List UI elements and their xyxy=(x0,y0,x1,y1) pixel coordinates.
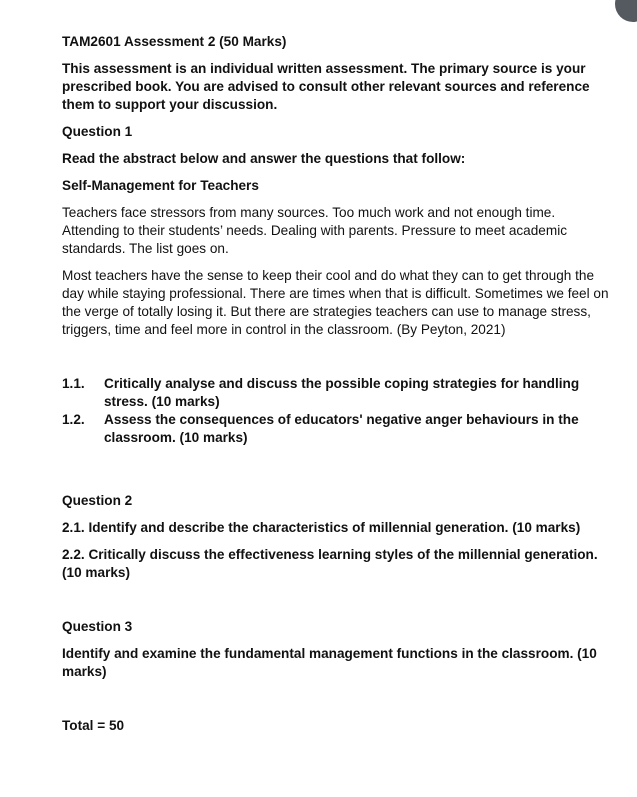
corner-mark xyxy=(615,0,637,22)
item-number: 1.1. xyxy=(62,376,85,391)
document-page xyxy=(62,33,614,735)
question-1-heading: Question 1 xyxy=(62,124,133,139)
abstract-paragraph-1: Teachers face stressors from many sources. Too much work and not enough time. Attending to their students’ needs. Dealing with parents. Pressure to meet academic standards. The list goes on. xyxy=(62,205,568,256)
item-text: Assess the consequences of educators' negative anger behaviours in the classroom. (10 marks) xyxy=(104,412,579,445)
document-title: TAM2601 Assessment 2 (50 Marks) xyxy=(62,34,287,49)
question-item-1-2 xyxy=(62,411,614,447)
abstract-paragraph-2: Most teachers have the sense to keep their cool and do what they can to get through the day while staying professional. There are times when that is difficult. Sometimes we feel on the verge of totally losing it. But there are strategies teachers can use to manage stress, triggers, time and feel more in control in the classroom. (By Peyton, 2021) xyxy=(62,268,609,337)
question-2-heading: Question 2 xyxy=(62,493,133,508)
question-item-2-2: 2.2. Critically discuss the effectiveness learning styles of the millennial generation. (10 marks) xyxy=(62,547,598,580)
intro-paragraph: This assessment is an individual written assessment. The primary source is your prescribed book. You are advised to consult other relevant sources and reference them to support your discussion. xyxy=(62,61,590,112)
question-item-1-1 xyxy=(62,375,614,411)
question-3-text: Identify and examine the fundamental management functions in the classroom. (10 marks) xyxy=(62,646,597,679)
question-1-instruction: Read the abstract below and answer the questions that follow: xyxy=(62,151,466,166)
item-number: 1.2. xyxy=(62,412,85,427)
item-text: Critically analyse and discuss the possible coping strategies for handling stress. (10 marks) xyxy=(104,376,580,409)
question-item-2-1: 2.1. Identify and describe the characteristics of millennial generation. (10 marks) xyxy=(62,520,581,535)
abstract-title: Self-Management for Teachers xyxy=(62,178,259,193)
question-3-heading: Question 3 xyxy=(62,619,133,634)
total-marks: Total = 50 xyxy=(62,718,125,733)
question-1-items xyxy=(62,375,614,447)
